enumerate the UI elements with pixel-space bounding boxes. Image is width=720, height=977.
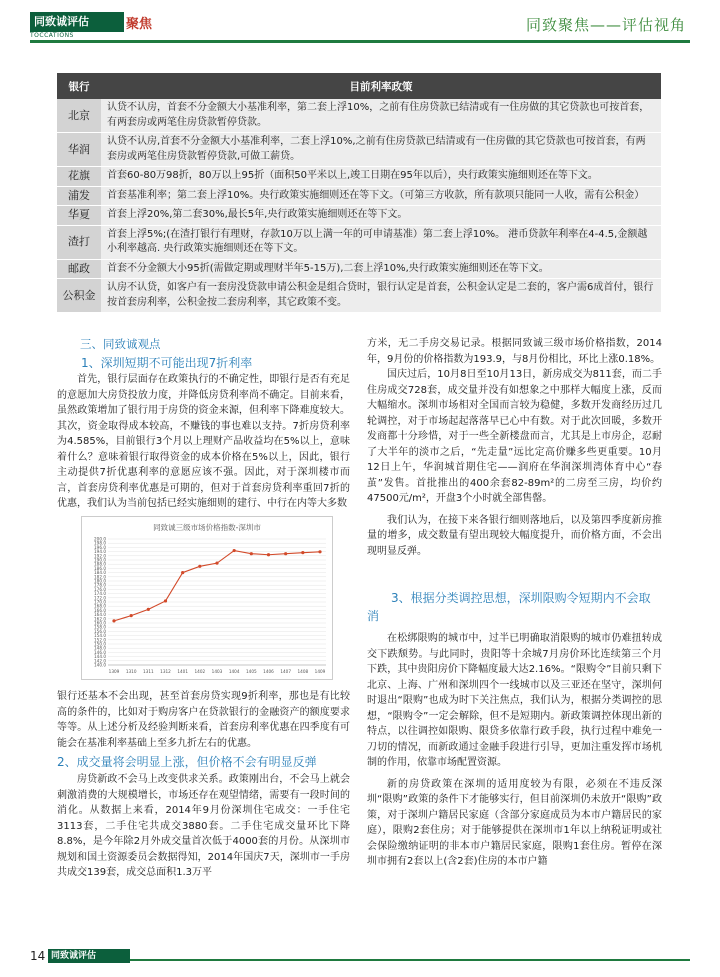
y-tick-label: 158.0 <box>94 624 106 630</box>
data-point <box>250 552 253 555</box>
bank-cell: 华夏 <box>57 206 101 226</box>
table-header-row <box>57 73 661 99</box>
company-logo <box>30 8 180 38</box>
policy-cell: 认贷不认房，首套不分金额大小基准利率，第二套上浮10%，之前有住房贷款已结清或有一住房做的其它贷款也可按首套，有两套房或两笔住房贷款暂停贷款。 <box>101 99 661 133</box>
y-tick-label: 176.0 <box>94 586 106 592</box>
header-policy: 目前利率政策 <box>101 73 661 99</box>
left-column <box>57 336 350 881</box>
page-number: 14 <box>30 949 46 963</box>
y-tick-label: 182.0 <box>94 574 106 580</box>
policy-cell: 首套60-80万98折，80万以上95折（面积50平米以上,竣工日期在95年以后），央行政策实施细则还在等下文。 <box>101 167 661 187</box>
data-point <box>112 619 115 622</box>
paragraph: 首先，银行层面存在政策执行的不确定性，即银行是否有充足的意愿加大房贷投放力度，并降低房贷利率尚不确定。目前来看，虽然政策增加了银行用于房贷的资金来源，但利率下降难度较大。其次，资金取得成本较高，不赚钱的事也难以支持。7折房贷利率为4.585%，目前银行3个月以上理财产品收益均在5%以上，意味着什么？意味着银行取得资金的成本价格在5%以上，因此，银行主动提供7折优惠利率的意愿应该不强。因此，对于深圳楼市而言，首套房贷利率优惠是可期的，但对于首套房贷利率重回7折的优惠，我们认为当前包括已经实施细则的建行、中行在内等大多数 <box>57 374 350 510</box>
policy-cell: 首套上浮5%;(在渣打银行有理财，存款10万以上满一年的可申请基准）第二套上浮10%。 港币贷款年利率在4-4.5,金额越小利率越高. 央行政策实施细则还在等下文。 <box>101 225 661 259</box>
y-tick-label: 178.0 <box>94 582 106 588</box>
paragraph: 房贷新政不会马上改变供求关系。政策刚出台，不会马上就会刺激消费的大规模增长，市场还存在观望情绪，需要有一段时间的消化。从数据上来看，2014年9月份深圳住宅成交：一手住宅3113套，二手住宅共成交3880套。二手住宅成交量环比下降8.8%，是今年除2月外成交量首次低于4000套的月份。从深圳市规划和国土资源委员会数据得知，2014年国庆7天，深圳市一手房共成交139套，成交总面积1.3万平 <box>57 774 350 878</box>
x-tick-label: 1311 <box>142 668 154 674</box>
policy-cell: 认贷不认房,首套不分金额大小基准利率，二套上浮10%,之前有住房贷款已结清或有一住房做的其它贷款也可按首套，有两套房或两笔住房贷款暂停贷款,可做工薪贷。 <box>101 133 661 167</box>
data-point <box>284 552 287 555</box>
table-row <box>57 206 661 226</box>
x-tick-label: 1409 <box>314 668 326 674</box>
y-tick-label: 174.0 <box>94 591 106 597</box>
logo-mark: 同致诚评估 <box>30 12 124 32</box>
x-tick-label: 1406 <box>263 668 274 674</box>
y-tick-label: 162.0 <box>94 616 106 622</box>
paragraph: 新的房贷政策在深圳的适用度较为有限，必须在不违反深圳“限购”政策的条件下才能够实行，但目前深圳仍未放开“限购”政策，对于深圳户籍居民家庭（含部分家庭成员为本市户籍居民的家庭），限购2套住房；对于能够提供在深圳市1年以上纳税证明或社会保险缴纳证明的非本市户籍居民家庭，限购1套住房。暂停在深圳市拥有2套以上(含2套)住房的本市户籍 <box>367 778 662 867</box>
paragraph: 我们认为，在接下来各银行细则落地后，以及第四季度新房推量的增多，成交数量有望出现较大幅度提升，而价格方面，不会出现明显反弹。 <box>367 514 662 557</box>
footer-divider <box>130 959 690 961</box>
x-tick-label: 1310 <box>125 668 137 674</box>
y-tick-label: 166.0 <box>94 607 106 613</box>
x-tick-label: 1402 <box>194 668 206 674</box>
x-tick-label: 1405 <box>245 668 257 674</box>
subheading-2: 2、成交量将会明显上涨，但价格不会有明显反弹 <box>57 755 317 770</box>
policy-cell: 首套上浮20%,第二套30%,最长5年,央行政策实施细则还在等下文。 <box>101 206 661 226</box>
x-tick-label: 1404 <box>228 668 240 674</box>
data-point <box>198 565 201 568</box>
table-row <box>57 225 661 259</box>
x-tick-label: 1408 <box>297 668 309 674</box>
y-tick-label: 198.0 <box>94 540 106 546</box>
bank-cell: 浦发 <box>57 186 101 206</box>
data-point <box>181 571 184 574</box>
paragraph: 银行还基本不会出现，甚至首套房贷实现9折利率，那也是有比较高的条件的，比如对于购房客户在贷款银行的金融资产的额度要求等等。从上述分析及经验判断来看，首套房利率优惠在四季度有可能会在基准利率基础上至多九折左右的优惠。 <box>57 691 350 749</box>
x-tick-label: 1312 <box>160 668 171 674</box>
data-point <box>301 551 304 554</box>
table-row <box>57 99 661 133</box>
y-tick-label: 180.0 <box>94 578 106 584</box>
section-title: 同致聚焦——评估视角 <box>525 16 686 34</box>
bank-cell: 华润 <box>57 133 101 167</box>
table-row <box>57 133 661 167</box>
y-tick-label: 142.0 <box>94 658 106 664</box>
table-row <box>57 167 661 187</box>
subheading-3: 3、根据分类调控思想，深圳限购令短期内不会取消 <box>367 591 651 623</box>
page-header <box>0 0 720 60</box>
y-tick-label: 156.0 <box>94 628 106 634</box>
rate-policy-table <box>57 73 661 313</box>
y-tick-label: 200.0 <box>94 536 106 542</box>
y-tick-label: 152.0 <box>94 637 106 643</box>
subheading-1: 1、深圳短期不可能出现7折利率 <box>81 355 253 370</box>
y-tick-label: 170.0 <box>94 599 106 605</box>
logo-subtext: TOCCATIONS <box>30 32 74 39</box>
data-point <box>215 561 218 564</box>
policy-cell: 首套不分金额大小95折(需做定期或理财半年5-15万),二套上浮10%,央行政策实施细则还在等下文。 <box>101 259 661 279</box>
paragraph: 在松绑限购的城市中，过半已明确取消限购的城市仍难扭转成交下跌颓势。与此同时，贵阳等十余城7月房价环比连续第三个月下跌，其中贵阳房价下降幅度最大达2.16%。“限购令”目前只剩下北京、上海、广州和深圳四个一线城市以及三亚还在坚守，深圳何时退出“限购”也成为时下关注焦点，我们认为，根据分类调控的思想，“限购令”一定会解除，但不是短期内。新政策调控体现出新的特点，以往调控如限购、限贷多依靠行政手段，执行过程中难免一刀切的情况，而新政通过金融手段进行引导，更加注重发挥市场机制的作用，依靠市场配置资源。 <box>367 633 662 768</box>
table-row <box>57 259 661 279</box>
x-tick-label: 1403 <box>211 668 223 674</box>
y-tick-label: 140.0 <box>94 662 106 668</box>
y-tick-label: 150.0 <box>94 641 106 647</box>
bank-cell: 北京 <box>57 99 101 133</box>
data-point <box>267 553 270 556</box>
y-tick-label: 168.0 <box>94 603 106 609</box>
y-tick-label: 192.0 <box>94 553 106 559</box>
y-tick-label: 196.0 <box>94 544 106 550</box>
policy-cell: 认房不认贷，如客户有一套房没贷款申请公积金是组合贷时，银行认定是首套，公积金认定是二套的，客户需6成首付，银行按首套房利率，公积金按二套房利率，其它政策不变。 <box>101 279 661 313</box>
footer-logo: 同致诚评估 <box>48 949 130 963</box>
price-index-chart <box>81 516 333 680</box>
y-tick-label: 154.0 <box>94 633 106 639</box>
x-tick-label: 1401 <box>177 668 189 674</box>
chart-title: 同致诚三级市场价格指数-深圳市 <box>153 522 261 532</box>
data-point <box>233 549 236 552</box>
right-column <box>367 336 662 870</box>
paragraph: 方米，无二手房交易记录。根据同致诚三级市场价格指数，2014年，9月份的价格指数为193.9，与8月份相比，环比上涨0.18%。 <box>367 338 662 365</box>
y-tick-label: 172.0 <box>94 595 106 601</box>
bank-cell: 花旗 <box>57 167 101 187</box>
y-tick-label: 164.0 <box>94 612 106 618</box>
y-tick-label: 160.0 <box>94 620 106 626</box>
policy-cell: 首套基准利率；第二套上浮10%。央行政策实施细则还在等下文。（可第三方收款，所有款项只能同一人收，需有公积金） <box>101 186 661 206</box>
bank-cell: 公积金 <box>57 279 101 313</box>
y-tick-label: 144.0 <box>94 654 106 660</box>
page-footer <box>30 947 690 967</box>
logo-focus-tag: 聚焦 <box>126 17 153 32</box>
data-point <box>130 614 133 617</box>
header-bank: 银行 <box>57 73 101 99</box>
y-tick-label: 194.0 <box>94 549 106 555</box>
data-point <box>147 608 150 611</box>
x-tick-label: 1407 <box>280 668 292 674</box>
data-point <box>318 550 321 553</box>
section-heading: 三、同致诚观点 <box>80 337 161 351</box>
y-tick-label: 146.0 <box>94 649 106 655</box>
table-row <box>57 279 661 313</box>
x-tick-label: 1309 <box>108 668 120 674</box>
y-tick-label: 148.0 <box>94 645 106 651</box>
paragraph: 国庆过后，10月8日至10月13日，新房成交为811套，而二手住房成交728套，成交量并没有如想象之中那样大幅度上涨，反而大幅缩水。深圳市场相对全国而言较为稳健，多数开发商经历过几轮调控，对于市场起起落落早已心中有数。对于此次回暖，多数开发商都十分珍惜，对于一些全新楼盘而言，尤其是上市房企，忍耐了大半年的淡市之后，“先走量”远比定高价赚多些更重要。10月12日上午，华润城首期住宅——润府在华润深圳湾体育中心“春茧”发售。首批推出的400余套82-89m²的二房至三房，均价约47500元/m²，开盘3个小时就全部售罄。 <box>367 369 662 504</box>
table-row <box>57 186 661 206</box>
y-tick-label: 186.0 <box>94 565 106 571</box>
bank-cell: 邮政 <box>57 259 101 279</box>
header-divider <box>30 40 690 43</box>
bank-cell: 渣打 <box>57 225 101 259</box>
y-tick-label: 190.0 <box>94 557 106 563</box>
y-tick-label: 188.0 <box>94 561 106 567</box>
y-tick-label: 184.0 <box>94 570 106 576</box>
data-point <box>164 599 167 602</box>
